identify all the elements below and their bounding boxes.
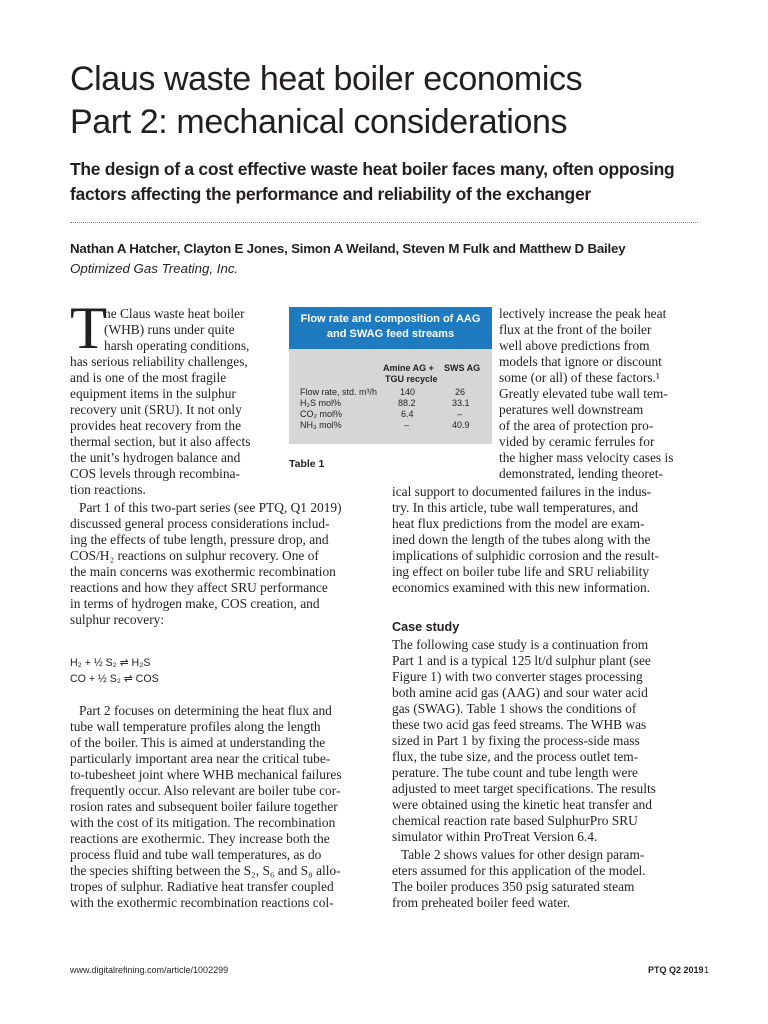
body-line: COS/H₂ reactions on sulphur recovery. One of bbox=[70, 548, 319, 563]
table-row-label: H₂S mol% bbox=[300, 398, 342, 408]
body-line: Table 2 shows values for other design param- bbox=[401, 847, 645, 862]
table-header: Amine AG + bbox=[383, 363, 434, 373]
body-line: thermal section, but it also affects bbox=[70, 434, 251, 449]
table-cell: – bbox=[404, 420, 410, 430]
body-line: implications of sulphidic corrosion and the result- bbox=[392, 548, 660, 563]
footer-issue: PTQ Q2 2019 bbox=[648, 965, 704, 975]
section-heading: Case study bbox=[392, 620, 460, 634]
body-line: the main concerns was exothermic recombination bbox=[70, 564, 336, 579]
table-title bbox=[289, 307, 492, 349]
body-line: The following case study is a continuation from bbox=[392, 637, 649, 652]
body-line: well above predictions from bbox=[499, 338, 650, 353]
body-line: has serious reliability challenges, bbox=[70, 354, 248, 369]
table-cell: 88.2 bbox=[398, 398, 416, 408]
body-line: heat flux predictions from the model are exam- bbox=[392, 516, 645, 531]
body-line: particularly important area near the critical tube- bbox=[70, 751, 331, 766]
body-line: The boiler produces 350 psig saturated steam bbox=[392, 879, 635, 894]
body-line: Figure 1) with two converter stages processing bbox=[392, 669, 643, 684]
body-line: process fluid and tube wall temperatures, as do bbox=[70, 847, 322, 862]
body-line: discussed general process considerations includ- bbox=[70, 516, 330, 531]
body-line: of the boiler. This is aimed at understanding the bbox=[70, 735, 326, 750]
body-line: to-tubesheet joint where WHB mechanical failures bbox=[70, 767, 342, 782]
page-number: 1 bbox=[704, 965, 710, 975]
body-line: perature. The tube count and tube length were bbox=[392, 765, 638, 780]
table-cell: 26 bbox=[455, 387, 466, 397]
body-line: both amine acid gas (AAG) and sour water acid bbox=[392, 685, 648, 700]
article-title-line: Claus waste heat boiler economics bbox=[70, 60, 583, 98]
table-cell: 140 bbox=[400, 387, 416, 397]
body-line: ing the effects of tube length, pressure drop, and bbox=[70, 532, 329, 547]
body-line: peratures well downstream bbox=[499, 402, 644, 417]
body-line: reactions and how they affect SRU performance bbox=[70, 580, 328, 595]
article-title-line: Part 2: mechanical considerations bbox=[70, 103, 568, 141]
article-title bbox=[70, 58, 730, 144]
body-line: sized in Part 1 by fixing the process-side mass bbox=[392, 733, 640, 748]
dotted-divider bbox=[70, 222, 698, 223]
body-line: demonstrated, lending theoret- bbox=[499, 466, 663, 481]
standfirst bbox=[70, 157, 720, 207]
body-line: rosion rates and subsequent boiler failure together bbox=[70, 799, 338, 814]
body-line: harsh operating conditions, bbox=[104, 338, 250, 353]
body-line: simulator within ProTreat Version 6.4. bbox=[392, 829, 598, 844]
body-line: some (or all) of these factors.¹ bbox=[499, 370, 660, 385]
author-list: Nathan A Hatcher, Clayton E Jones, Simon A Weiland, Steven M Fulk and Matthew D Bailey bbox=[70, 241, 626, 256]
drop-cap: T bbox=[70, 295, 107, 361]
table-row-label: Flow rate, std. m³/h bbox=[300, 387, 378, 397]
body-line: reactions are exothermic. They increase both the bbox=[70, 831, 330, 846]
body-line: recovery unit (SRU). It not only bbox=[70, 402, 242, 417]
body-line: ined down the length of the tubes along with the bbox=[392, 532, 651, 547]
body-line: frequently occur. Also relevant are boiler tube cor- bbox=[70, 783, 341, 798]
author-affiliation: Optimized Gas Treating, Inc. bbox=[70, 261, 239, 276]
table-row-label: NH₃ mol% bbox=[300, 420, 342, 430]
standfirst-line: The design of a cost effective waste heat boiler faces many, often opposing bbox=[70, 159, 675, 179]
body-line: adjusted to meet target specifications. The results bbox=[392, 781, 656, 796]
body-line: ical support to documented failures in the indus- bbox=[392, 484, 652, 499]
table-title-line: Flow rate and composition of AAG bbox=[300, 313, 481, 325]
standfirst-line: factors affecting the performance and reliability of the exchanger bbox=[70, 184, 591, 204]
body-line: from preheated boiler feed water. bbox=[392, 895, 571, 910]
table-cell: – bbox=[457, 409, 463, 419]
table-caption: Table 1 bbox=[289, 458, 325, 470]
body-line: Greatly elevated tube wall tem- bbox=[499, 386, 668, 401]
body-line: gas (SWAG). Table 1 shows the conditions of bbox=[392, 701, 637, 716]
equation: CO + ½ S₂ ⇌ COS bbox=[70, 673, 159, 685]
body-line: ing effect on boiler tube life and SRU reliability bbox=[392, 564, 650, 579]
body-line: lectively increase the peak heat bbox=[499, 306, 667, 321]
body-line: flux, the tube size, and the process outlet tem- bbox=[392, 749, 639, 764]
body-line: of the area of protection pro- bbox=[499, 418, 654, 433]
table-row-label: CO₂ mol% bbox=[300, 409, 342, 419]
table-cell: 6.4 bbox=[401, 409, 414, 419]
body-line: sulphur recovery: bbox=[70, 612, 165, 627]
body-line: economics examined with this new information. bbox=[392, 580, 651, 595]
body-line: equipment items in the sulphur bbox=[70, 386, 236, 401]
body-line: with the cost of its mitigation. The recombination bbox=[70, 815, 336, 830]
body-line: models that ignore or discount bbox=[499, 354, 662, 369]
table-1 bbox=[289, 307, 492, 444]
body-line: Part 1 and is a typical 125 lt/d sulphur plant (see bbox=[392, 653, 651, 668]
table-header: TGU recycle bbox=[385, 374, 438, 384]
body-line: provides heat recovery from the bbox=[70, 418, 242, 433]
table-header: SWS AG bbox=[444, 363, 481, 373]
body-line: were obtained using the kinetic heat transfer and bbox=[392, 797, 652, 812]
body-line: he Claus waste heat boiler bbox=[104, 306, 245, 321]
body-line: try. In this article, tube wall temperatures, and bbox=[392, 500, 639, 515]
body-line: the unit’s hydrogen balance and bbox=[70, 450, 241, 465]
body-line: (WHB) runs under quite bbox=[104, 322, 235, 337]
footer-url: www.digitalrefining.com/article/1002299 bbox=[70, 965, 229, 975]
body-line: eters assumed for this application of the model. bbox=[392, 863, 646, 878]
body-line: the species shifting between the S₂, S₆ and S₈ allo- bbox=[70, 863, 341, 878]
body-line: in terms of hydrogen make, COS creation, and bbox=[70, 596, 320, 611]
body-line: with the exothermic recombination reactions col- bbox=[70, 895, 334, 910]
table-title-line: and SWAG feed streams bbox=[326, 328, 455, 340]
body-line: the higher mass velocity cases is bbox=[499, 450, 674, 465]
body-line: vided by ceramic ferrules for bbox=[499, 434, 655, 449]
body-line: flux at the front of the boiler bbox=[499, 322, 652, 337]
body-line: COS levels through recombina- bbox=[70, 466, 240, 481]
body-line: these two acid gas feed streams. The WHB was bbox=[392, 717, 647, 732]
equation: H₂ + ½ S₂ ⇌ H₂S bbox=[70, 657, 151, 669]
body-line: tropes of sulphur. Radiative heat transfer coupled bbox=[70, 879, 334, 894]
table-cell: 33.1 bbox=[452, 398, 470, 408]
body-line: chemical reaction rate based SulphurPro SRU bbox=[392, 813, 638, 828]
table-cell: 40.9 bbox=[452, 420, 470, 430]
body-line: Part 2 focuses on determining the heat flux and bbox=[79, 703, 332, 718]
body-line: Part 1 of this two-part series (see PTQ, Q1 2019) bbox=[79, 500, 342, 515]
body-line: tion reactions. bbox=[70, 482, 146, 497]
body-line: tube wall temperature profiles along the length bbox=[70, 719, 321, 734]
body-line: and is one of the most fragile bbox=[70, 370, 227, 385]
